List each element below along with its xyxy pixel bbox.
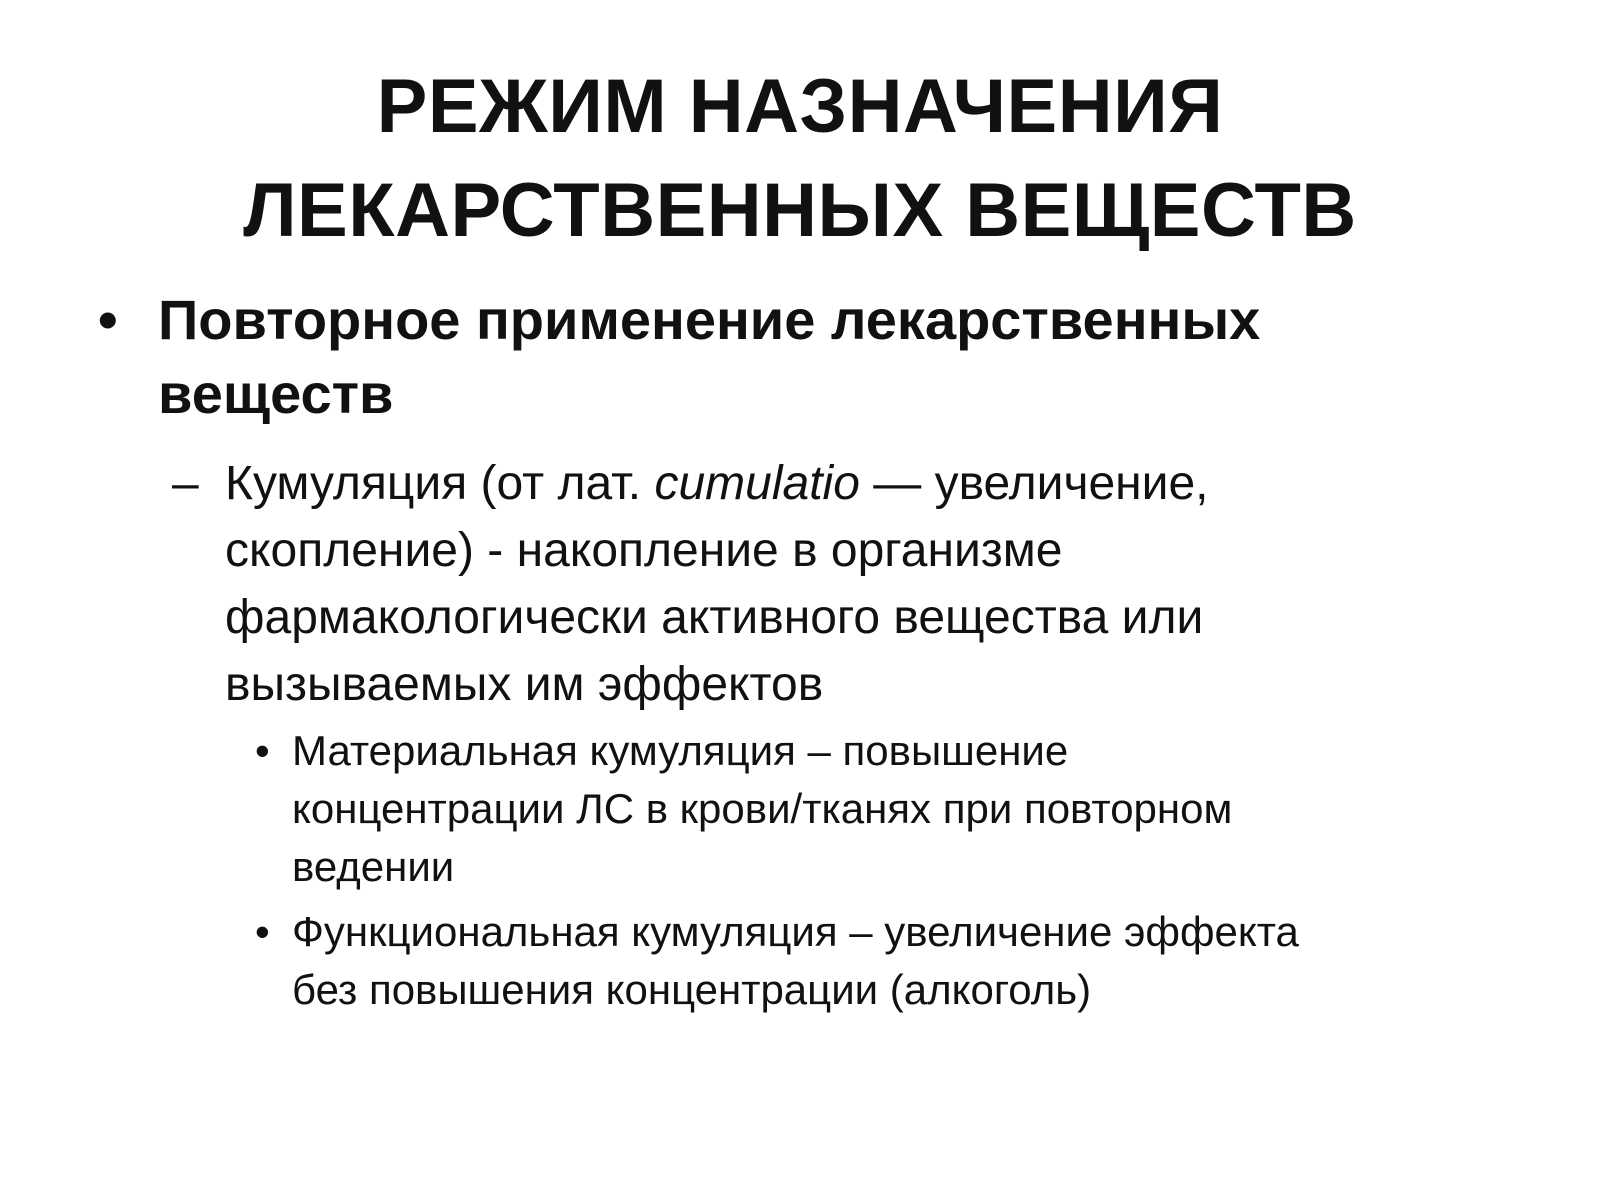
bullet-icon: •	[255, 908, 270, 955]
level2-text	[225, 450, 1525, 718]
level2-line: фармакологически активного вещества или	[225, 591, 1204, 644]
level1-line: веществ	[158, 362, 394, 425]
level2-text-segment: — увеличение,	[859, 457, 1209, 510]
bullet-icon: •	[255, 727, 270, 774]
title-line: ЛЕКАРСТВЕННЫХ ВЕЩЕСТВ	[243, 168, 1357, 253]
dash-icon: –	[172, 457, 199, 510]
level2-text-segment: Кумуляция (от лат.	[225, 457, 655, 510]
level3-line: Материальная кумуляция – повышение	[292, 727, 1069, 774]
level3-line: концентрации ЛС в крови/тканях при повторном	[292, 785, 1233, 832]
level1-line: Повторное применение лекарственных	[158, 288, 1261, 351]
level1-text	[158, 283, 1458, 431]
level3-text	[292, 722, 1542, 896]
level3-line: без повышения концентрации (алкоголь)	[292, 966, 1092, 1013]
slide-title	[180, 55, 1420, 263]
latin-term: cumulatio	[654, 457, 860, 510]
level2-line: скопление) - накопление в организме	[225, 524, 1063, 577]
title-line: РЕЖИМ НАЗНАЧЕНИЯ	[376, 64, 1224, 149]
level3-text	[292, 903, 1542, 1019]
level3-line: ведении	[292, 843, 455, 890]
level2-line	[225, 450, 1525, 517]
level3-line: Функциональная кумуляция – увеличение эффекта	[292, 908, 1299, 955]
bullet-icon: •	[98, 288, 118, 351]
level2-line: вызываемых им эффектов	[225, 658, 824, 711]
